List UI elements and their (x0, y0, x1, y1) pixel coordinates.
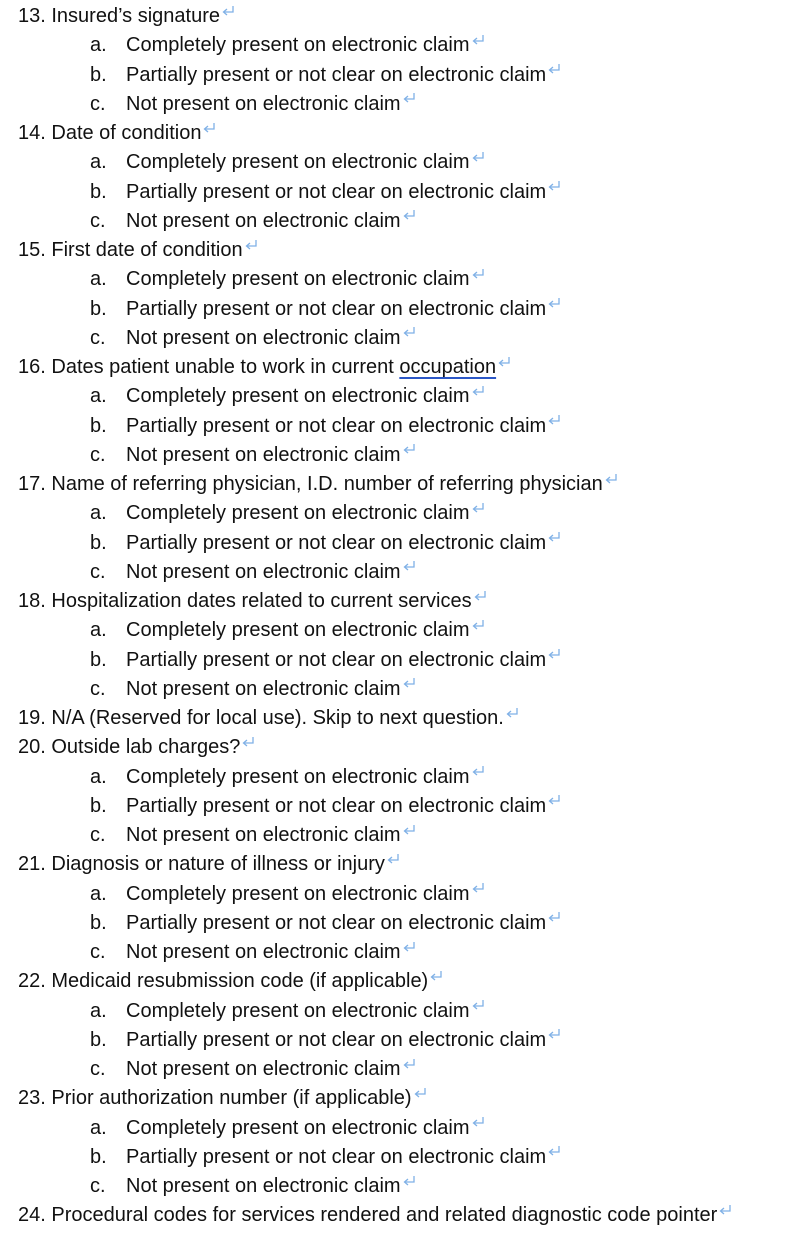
option-text: Not present on electronic claim (126, 92, 401, 115)
return-arrow-icon (402, 209, 416, 221)
answer-option (0, 938, 810, 967)
question-text: Diagnosis or nature of illness or injury (51, 853, 385, 876)
answer-option (0, 646, 810, 675)
option-text: Completely present on electronic claim (126, 385, 470, 408)
return-arrow-icon (402, 560, 416, 572)
return-arrow-icon (471, 268, 485, 280)
option-letter: b. (90, 297, 107, 320)
option-text: Partially present or not clear on electronic claim (126, 414, 547, 437)
option-letter: a. (90, 765, 107, 788)
answer-option (0, 265, 810, 294)
return-arrow-icon (241, 736, 255, 748)
answer-option (0, 90, 810, 119)
question-heading (0, 236, 810, 265)
question-text: Hospitalization dates related to current services (51, 590, 472, 612)
question-text: Outside lab charges? (51, 736, 241, 759)
option-text: Not present on electronic claim (126, 677, 401, 700)
option-text: Not present on electronic claim (126, 560, 401, 583)
option-text: Partially present or not clear on electronic claim (126, 297, 547, 320)
option-text: Not present on electronic claim (126, 209, 401, 232)
option-letter: a. (90, 385, 107, 408)
option-letter: c. (90, 1058, 106, 1080)
return-arrow-icon (402, 443, 416, 455)
option-letter: a. (90, 502, 107, 525)
answer-option (0, 675, 810, 704)
question-heading (0, 1084, 810, 1113)
return-arrow-icon (386, 853, 400, 865)
answer-option (0, 529, 810, 558)
question-heading (0, 704, 810, 733)
option-letter: c. (90, 1175, 106, 1197)
return-arrow-icon (718, 1204, 732, 1216)
option-letter: b. (90, 531, 107, 554)
answer-option (0, 1143, 810, 1172)
question-heading (0, 2, 810, 31)
option-text: Completely present on electronic claim (126, 765, 470, 788)
return-arrow-icon (244, 239, 258, 251)
return-arrow-icon (471, 619, 485, 631)
return-arrow-icon (402, 1175, 416, 1187)
option-text: Partially present or not clear on electronic claim (126, 1028, 547, 1051)
question-heading (0, 850, 810, 879)
answer-option (0, 441, 810, 470)
question-heading (0, 353, 810, 382)
return-arrow-icon (471, 1116, 485, 1128)
question-number: 16. (18, 356, 46, 378)
option-text: Completely present on electronic claim (126, 268, 470, 291)
return-arrow-icon (471, 999, 485, 1011)
option-text: Completely present on electronic claim (126, 882, 470, 905)
return-arrow-icon (413, 1087, 427, 1099)
option-letter: a. (90, 882, 107, 905)
question-heading (0, 733, 810, 762)
option-text: Partially present or not clear on electronic claim (126, 531, 547, 554)
question-number: 22. (18, 970, 46, 993)
option-letter: b. (90, 180, 107, 203)
option-letter: b. (90, 63, 107, 86)
question-text: N/A (Reserved for local use). Skip to next question. (51, 707, 504, 729)
question-text: First date of condition (51, 239, 243, 261)
option-letter: a. (90, 34, 107, 57)
option-text: Partially present or not clear on electronic claim (126, 1145, 547, 1168)
option-letter: b. (90, 794, 107, 817)
return-arrow-icon (604, 473, 618, 485)
option-text: Not present on electronic claim (126, 326, 401, 349)
return-arrow-icon (402, 824, 416, 836)
question-number: 20. (18, 736, 46, 759)
answer-option (0, 1055, 810, 1084)
return-arrow-icon (429, 970, 443, 982)
option-letter: c. (90, 443, 106, 466)
return-arrow-icon (402, 92, 416, 104)
answer-option (0, 1114, 810, 1143)
return-arrow-icon (471, 882, 485, 894)
answer-option (0, 997, 810, 1026)
option-text: Completely present on electronic claim (126, 502, 470, 525)
answer-option (0, 1172, 810, 1201)
option-letter: c. (90, 677, 106, 700)
return-arrow-icon (471, 502, 485, 514)
option-text: Completely present on electronic claim (126, 151, 470, 174)
return-arrow-icon (471, 385, 485, 397)
option-letter: a. (90, 1116, 107, 1139)
option-text: Partially present or not clear on electronic claim (126, 648, 547, 671)
return-arrow-icon (547, 648, 561, 660)
question-text: Insured’s signature (51, 5, 220, 27)
question-number: 13. (18, 5, 46, 27)
return-arrow-icon (547, 297, 561, 309)
question-text: Date of condition (51, 122, 202, 144)
option-text: Not present on electronic claim (126, 443, 401, 466)
option-text: Partially present or not clear on electronic claim (126, 63, 547, 86)
answer-option (0, 792, 810, 821)
return-arrow-icon (547, 531, 561, 543)
question-number: 15. (18, 239, 46, 261)
answer-option (0, 295, 810, 324)
option-text: Not present on electronic claim (126, 1175, 401, 1197)
question-heading (0, 587, 810, 616)
question-heading (0, 470, 810, 499)
return-arrow-icon (402, 326, 416, 338)
answer-option (0, 31, 810, 60)
return-arrow-icon (505, 707, 519, 719)
return-arrow-icon (402, 677, 416, 689)
option-text: Completely present on electronic claim (126, 999, 470, 1022)
return-arrow-icon (547, 911, 561, 923)
answer-option (0, 148, 810, 177)
answer-option (0, 178, 810, 207)
question-heading (0, 1201, 810, 1230)
return-arrow-icon (547, 794, 561, 806)
option-letter: b. (90, 414, 107, 437)
option-text: Not present on electronic claim (126, 941, 401, 963)
return-arrow-icon (402, 941, 416, 953)
document-body (0, 2, 810, 1231)
return-arrow-icon (547, 63, 561, 75)
option-letter: c. (90, 326, 106, 349)
return-arrow-icon (547, 1028, 561, 1040)
question-number: 23. (18, 1087, 46, 1110)
question-text: Name of referring physician, I.D. number of referring physician (51, 473, 603, 495)
question-number: 21. (18, 853, 46, 876)
return-arrow-icon (471, 765, 485, 777)
option-text: Not present on electronic claim (126, 1058, 401, 1080)
answer-option (0, 207, 810, 236)
option-text: Completely present on electronic claim (126, 1116, 470, 1139)
question-number: 24. (18, 1204, 46, 1227)
question-heading (0, 967, 810, 996)
question-heading (0, 119, 810, 148)
answer-option (0, 616, 810, 645)
option-text: Completely present on electronic claim (126, 619, 470, 642)
option-letter: b. (90, 1028, 107, 1051)
return-arrow-icon (497, 356, 511, 368)
option-text: Partially present or not clear on electronic claim (126, 911, 547, 934)
option-text: Not present on electronic claim (126, 824, 401, 846)
question-number: 18. (18, 590, 46, 612)
question-text: Medicaid resubmission code (if applicable) (51, 970, 429, 993)
answer-option (0, 763, 810, 792)
option-letter: b. (90, 911, 107, 934)
option-letter: a. (90, 999, 107, 1022)
question-text: Procedural codes for services rendered and related diagnostic code pointer (51, 1204, 718, 1227)
return-arrow-icon (402, 1058, 416, 1070)
return-arrow-icon (471, 34, 485, 46)
option-text: Partially present or not clear on electronic claim (126, 794, 547, 817)
question-number: 17. (18, 473, 46, 495)
option-text: Partially present or not clear on electronic claim (126, 180, 547, 203)
question-text: Prior authorization number (if applicable) (51, 1087, 412, 1110)
question-text: Dates patient unable to work in current (51, 356, 400, 378)
option-letter: b. (90, 648, 107, 671)
option-letter: c. (90, 209, 106, 232)
answer-option (0, 499, 810, 528)
option-letter: c. (90, 824, 106, 846)
return-arrow-icon (547, 414, 561, 426)
answer-option (0, 821, 810, 850)
answer-option (0, 880, 810, 909)
question-number: 14. (18, 122, 46, 144)
return-arrow-icon (547, 1145, 561, 1157)
option-letter: c. (90, 560, 106, 583)
option-letter: a. (90, 268, 107, 291)
option-letter: a. (90, 151, 107, 174)
option-letter: b. (90, 1145, 107, 1168)
option-text: Completely present on electronic claim (126, 34, 470, 57)
answer-option (0, 382, 810, 411)
question-number: 19. (18, 707, 46, 729)
return-arrow-icon (221, 5, 235, 17)
answer-option (0, 1026, 810, 1055)
answer-option (0, 558, 810, 587)
answer-option (0, 61, 810, 90)
option-letter: c. (90, 941, 106, 963)
return-arrow-icon (473, 590, 487, 602)
spelling-flagged-word: occupation (399, 356, 497, 378)
answer-option (0, 324, 810, 353)
return-arrow-icon (471, 151, 485, 163)
return-arrow-icon (202, 122, 216, 134)
answer-option (0, 909, 810, 938)
answer-option (0, 412, 810, 441)
return-arrow-icon (547, 180, 561, 192)
option-letter: a. (90, 619, 107, 642)
option-letter: c. (90, 92, 106, 115)
